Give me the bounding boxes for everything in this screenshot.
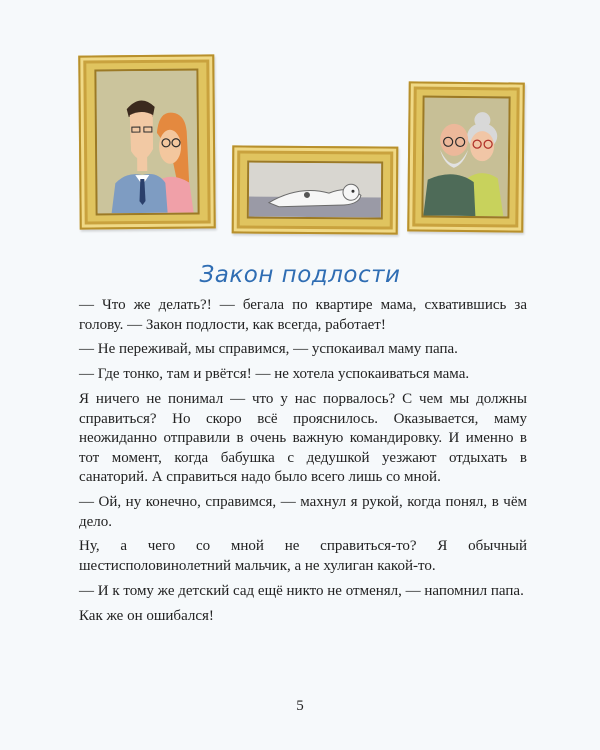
paragraph: — Не переживай, мы справимся, — успокаивал маму папа. (79, 341, 458, 358)
story-text (79, 296, 527, 631)
young-couple-illustration (96, 71, 197, 214)
paragraph: — Где тонко, там и рвётся! — не хотела успокаиваться мама. (79, 366, 470, 383)
portrait-young-couple (78, 54, 216, 229)
paragraph: — Ой, ну конечно, справимся, — махнул я рукой, когда понял, в чём дело. (79, 494, 527, 530)
sleeping-dog-illustration (249, 163, 381, 218)
paragraph: — Что же делать?! — бегала по квартире мама, схватившись за голову. — Закон подлости, как всегда, работает! (79, 297, 527, 333)
painting-sleeping-dog (232, 145, 399, 234)
portrait-elderly-couple (407, 81, 525, 232)
paragraph: — И к тому же детский сад ещё никто не отменял, — напомнил папа. (79, 582, 524, 599)
paragraph: Я ничего не понимал — что у нас порвалось? С чем мы должны справиться? Но скоро всё прояснилось. Оказывается, маму неожиданно отправили в очень важную командировку. И именно в тот момент, когда бабушка с дедушкой уезжают отдыхать в санаторий. А справиться надо было всего лишь со мной. (79, 390, 527, 486)
paragraph: Ну, а чего со мной не справиться-то? Я обычный шестисполовинолетний мальчик, а не хулиган какой-то. (79, 538, 527, 575)
paragraph: Как же он ошибался! (79, 607, 214, 624)
chapter-title: Закон подлости (199, 262, 401, 288)
elderly-couple-illustration (423, 98, 508, 217)
page-number: 5 (296, 698, 304, 714)
